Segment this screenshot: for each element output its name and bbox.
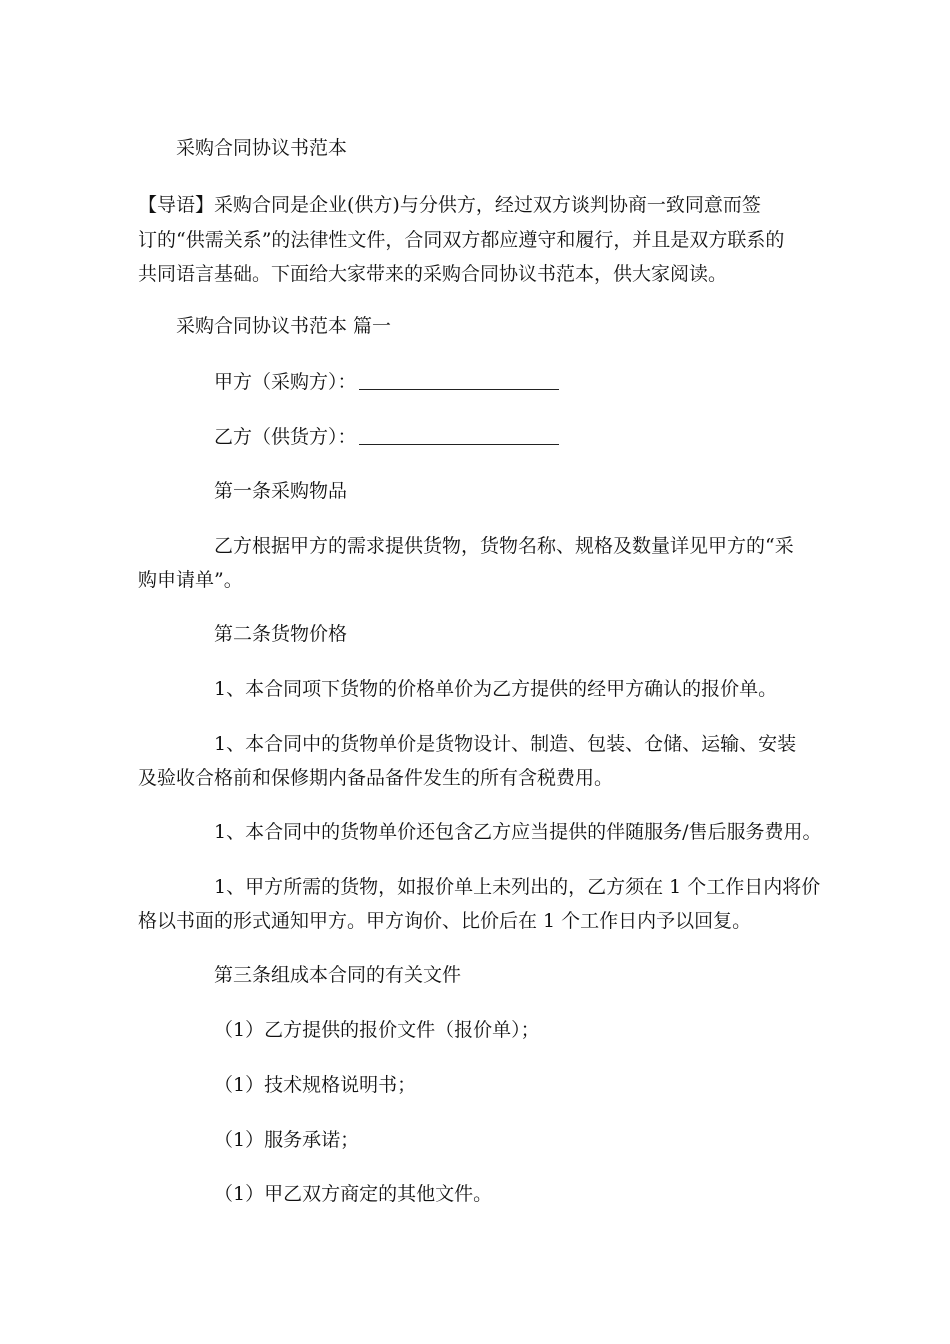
- article-2-para-1: 1、本合同项下货物的价格单价为乙方提供的经甲方确认的报价单。: [214, 678, 778, 700]
- party-a-blank: [359, 371, 559, 390]
- article-3-item: （1）技术规格说明书；: [214, 1074, 417, 1096]
- intro-line-3: 共同语言基础。下面给大家带来的采购合同协议书范本，供大家阅读。: [138, 263, 728, 285]
- party-a-line: [214, 370, 559, 394]
- article-1-title: 第一条采购物品: [214, 480, 348, 502]
- article-2-para-4-line-2: 格以书面的形式通知甲方。甲方询价、比价后在 1 个工作日内予以回复。: [138, 910, 752, 932]
- article-1-para-line-1: 乙方根据甲方的需求提供货物，货物名称、规格及数量详见甲方的“采: [214, 535, 794, 557]
- article-2-para-2-line-2: 及验收合格前和保修期内备品备件发生的所有含税费用。: [138, 767, 614, 789]
- party-b-blank: [359, 426, 559, 445]
- intro-line-2: 订的“供需关系”的法律性文件，合同双方都应遵守和履行，并且是双方联系的: [138, 229, 785, 251]
- section-title: 采购合同协议书范本 篇一: [176, 315, 392, 337]
- article-3-item: （1）服务承诺；: [214, 1129, 360, 1151]
- article-3-item: （1）甲乙双方商定的其他文件。: [214, 1183, 493, 1205]
- intro-line-1: 【导语】采购合同是企业(供方)与分供方，经过双方谈判协商一致同意而签: [138, 194, 761, 216]
- article-2-para-4-line-1: 1、甲方所需的货物，如报价单上未列出的，乙方须在 1 个工作日内将价: [214, 876, 821, 898]
- article-2-para-3: 1、本合同中的货物单价还包含乙方应当提供的伴随服务/售后服务费用。: [214, 821, 822, 843]
- party-a-label: 甲方（采购方）：: [214, 371, 357, 393]
- party-b-label: 乙方（供货方）：: [214, 426, 357, 448]
- article-3-title: 第三条组成本合同的有关文件: [214, 964, 462, 986]
- article-2-title: 第二条货物价格: [214, 623, 348, 645]
- article-2-para-2-line-1: 1、本合同中的货物单价是货物设计、制造、包装、仓储、运输、安装: [214, 733, 797, 755]
- article-3-item: （1）乙方提供的报价文件（报价单）；: [214, 1019, 540, 1041]
- article-1-para-line-2: 购申请单”。: [138, 569, 243, 591]
- document-title: 采购合同协议书范本: [176, 137, 348, 159]
- party-b-line: [214, 425, 559, 449]
